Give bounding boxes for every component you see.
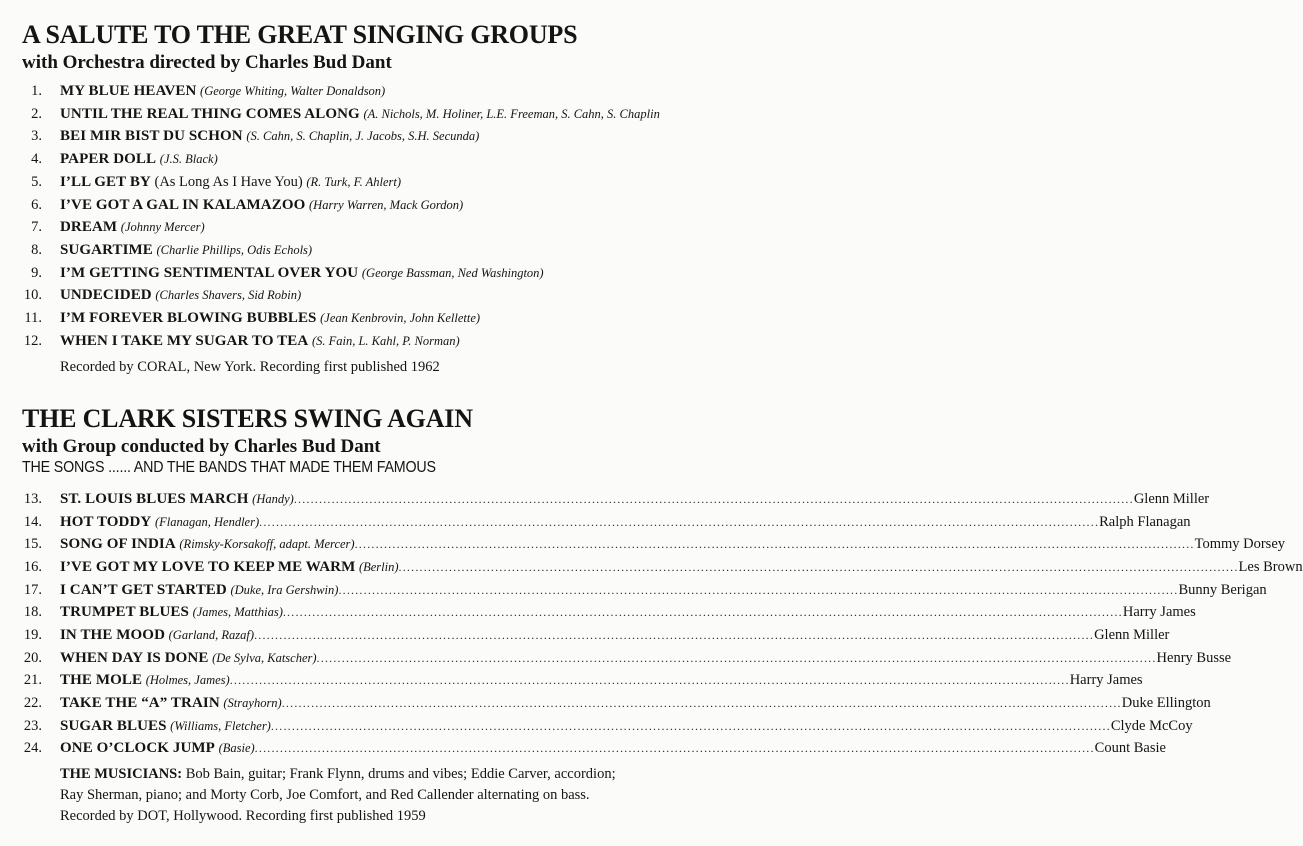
track-row — [0, 601, 1196, 623]
song-credits: (James, Matthias) — [192, 605, 283, 620]
track-number: 4. — [31, 151, 42, 168]
song-title: I’VE GOT MY LOVE TO KEEP ME WARM — [60, 558, 356, 575]
dot-leader: ........................................................................................................................................................................................................ — [259, 514, 1100, 529]
song-credits: (Berlin) — [358, 559, 399, 574]
song-title: BEI MIR BIST DU SCHON — [60, 128, 243, 145]
song-credits: (Flanagan, Hendler) — [154, 514, 260, 529]
dot-leader: ........................................................................................................................................................................................................ — [316, 650, 1157, 665]
recording-note-2: Recorded by DOT, Hollywood. Recording first published 1959 — [60, 808, 426, 824]
track-number: 12. — [23, 332, 42, 349]
musicians-note — [60, 764, 616, 827]
song-title: I’M GETTING SENTIMENTAL OVER YOU — [60, 264, 359, 281]
song-credits: (Harry Warren, Mack Gordon) — [309, 197, 464, 212]
song-title: SUGAR BLUES — [60, 717, 167, 734]
track-number: 5. — [31, 173, 42, 190]
band-name: Glenn Miller — [1133, 491, 1210, 507]
band-name: Duke Ellington — [1121, 694, 1211, 711]
song-subtitle: (As Long As I Have You) — [154, 173, 303, 190]
dot-leader: ........................................................................................................................................................................................................ — [229, 673, 1070, 688]
dot-leader: ........................................................................................................................................................................................................ — [270, 718, 1111, 733]
band-name: Les Brown — [1238, 558, 1303, 575]
album-subtitle-1: with Orchestra directed by Charles Bud Dant — [22, 52, 392, 73]
band-name: Ralph Flanagan — [1099, 513, 1191, 530]
album-subtitle-2: with Group conducted by Charles Bud Dant — [22, 436, 381, 457]
song-credits: (Charles Shavers, Sid Robin) — [155, 288, 302, 303]
song-credits: (R. Turk, F. Ahlert) — [306, 174, 402, 189]
song-title: ST. LOUIS BLUES MARCH — [60, 491, 249, 507]
track-row — [0, 556, 1303, 578]
album-title-2: THE CLARK SISTERS SWING AGAIN — [22, 404, 473, 433]
song-title: UNTIL THE REAL THING COMES ALONG — [60, 105, 360, 122]
song-title: ONE O’CLOCK JUMP — [60, 740, 215, 757]
dot-leader: ........................................................................................................................................................................................................ — [281, 695, 1122, 710]
track-number: 17. — [23, 581, 42, 598]
track-number: 20. — [23, 649, 42, 666]
dot-leader: ........................................................................................................................................................................................................ — [354, 537, 1195, 552]
track-row — [0, 624, 1170, 646]
musicians-line-1: Bob Bain, guitar; Frank Flynn, drums and vibes; Eddie Carver, accordion; — [182, 766, 616, 782]
song-credits: (S. Fain, L. Kahl, P. Norman) — [311, 333, 460, 348]
track-row — [0, 533, 1285, 555]
band-name: Count Basie — [1094, 740, 1166, 757]
song-title: I’M FOREVER BLOWING BUBBLES — [60, 310, 317, 326]
song-title: I’LL GET BY — [60, 173, 151, 190]
band-name: Henry Busse — [1156, 649, 1232, 666]
track-row — [0, 715, 1193, 737]
song-title: UNDECIDED — [60, 287, 152, 304]
song-title: THE MOLE — [60, 672, 143, 689]
band-name: Tommy Dorsey — [1194, 536, 1285, 553]
band-name: Harry James — [1122, 604, 1196, 621]
track-number: 11. — [24, 310, 42, 326]
band-name: Glenn Miller — [1094, 626, 1170, 643]
track-number: 21. — [23, 672, 42, 689]
song-credits: (De Sylva, Katscher) — [212, 650, 317, 665]
track-number: 16. — [23, 558, 42, 575]
song-credits: (A. Nichols, M. Holiner, L.E. Freeman, S. Cahn, S. Chaplin — [363, 106, 660, 121]
dot-leader: ........................................................................................................................................................................................................ — [398, 559, 1239, 574]
track-number: 10. — [23, 287, 42, 304]
track-number: 7. — [31, 219, 42, 236]
track-number: 15. — [23, 536, 42, 553]
track-row — [0, 669, 1143, 691]
dot-leader: ........................................................................................................................................................................................................ — [254, 627, 1095, 642]
track-number: 6. — [31, 196, 42, 213]
dot-leader: ........................................................................................................................................................................................................ — [254, 741, 1095, 756]
band-name: Clyde McCoy — [1110, 717, 1193, 734]
song-credits: (Garland, Razaf) — [168, 627, 255, 642]
song-credits: (George Bassman, Ned Washington) — [361, 265, 544, 280]
track-number: 24. — [23, 740, 42, 757]
song-title: TAKE THE “A” TRAIN — [60, 694, 220, 711]
track-number: 2. — [31, 105, 42, 122]
song-credits: (Charlie Phillips, Odis Echols) — [156, 242, 313, 257]
musicians-line-2: Ray Sherman, piano; and Morty Corb, Joe Comfort, and Red Callender alternating on bass. — [60, 787, 590, 803]
band-name: Bunny Berigan — [1178, 581, 1267, 598]
track-number: 1. — [31, 83, 42, 99]
track-row — [0, 488, 1210, 510]
musicians-label: THE MUSICIANS: — [60, 766, 183, 782]
track-row — [0, 579, 1267, 601]
dot-leader: ........................................................................................................................................................................................................ — [293, 492, 1134, 506]
track-number: 9. — [31, 264, 42, 281]
song-title: WHEN DAY IS DONE — [60, 649, 209, 666]
song-credits: (George Whiting, Walter Donaldson) — [200, 84, 386, 98]
song-credits: (Duke, Ira Gershwin) — [230, 582, 339, 597]
track-number: 13. — [23, 491, 42, 507]
song-title: WHEN I TAKE MY SUGAR TO TEA — [60, 332, 309, 349]
song-title: SUGARTIME — [60, 241, 153, 258]
track-row — [0, 647, 1232, 669]
track-number: 14. — [23, 513, 42, 530]
song-title: HOT TODDY — [60, 513, 152, 530]
band-name: Harry James — [1069, 672, 1143, 689]
album-tagline-2: THE SONGS ...... AND THE BANDS THAT MADE THEM FAMOUS — [22, 459, 436, 476]
song-credits: (Jean Kenbrovin, John Kellette) — [320, 311, 481, 325]
album-title-1: A SALUTE TO THE GREAT SINGING GROUPS — [22, 20, 578, 49]
song-credits: (Holmes, James) — [145, 673, 230, 688]
recording-note-1: Recorded by CORAL, New York. Recording first published 1962 — [60, 359, 440, 375]
song-credits: (Basie) — [218, 741, 255, 756]
song-credits: (S. Cahn, S. Chaplin, J. Jacobs, S.H. Secunda) — [246, 129, 480, 144]
song-credits: (J.S. Black) — [159, 152, 218, 167]
song-credits: (Strayhorn) — [223, 695, 282, 710]
dot-leader: ........................................................................................................................................................................................................ — [282, 605, 1123, 620]
track-row — [0, 692, 1211, 714]
song-credits: (Rimsky-Korsakoff, adapt. Mercer) — [179, 537, 355, 552]
song-title: TRUMPET BLUES — [60, 604, 189, 621]
song-title: I’VE GOT A GAL IN KALAMAZOO — [60, 196, 306, 213]
song-title: SONG OF INDIA — [60, 536, 176, 553]
dot-leader: ........................................................................................................................................................................................................ — [338, 582, 1179, 597]
song-title: PAPER DOLL — [60, 151, 157, 168]
song-credits: (Williams, Fletcher) — [170, 718, 271, 733]
track-row — [0, 511, 1191, 533]
track-number: 22. — [23, 694, 42, 711]
song-title: MY BLUE HEAVEN — [60, 83, 197, 99]
track-number: 3. — [31, 128, 42, 145]
song-credits: (Handy) — [252, 492, 294, 506]
track-number: 18. — [23, 604, 42, 621]
track-number: 8. — [31, 241, 42, 258]
track-row — [0, 737, 1166, 759]
song-title: I CAN’T GET STARTED — [60, 581, 227, 598]
song-title: IN THE MOOD — [60, 626, 166, 643]
song-credits: (Johnny Mercer) — [120, 220, 205, 235]
track-number: 19. — [23, 626, 42, 643]
track-number: 23. — [23, 717, 42, 734]
song-title: DREAM — [60, 219, 118, 236]
